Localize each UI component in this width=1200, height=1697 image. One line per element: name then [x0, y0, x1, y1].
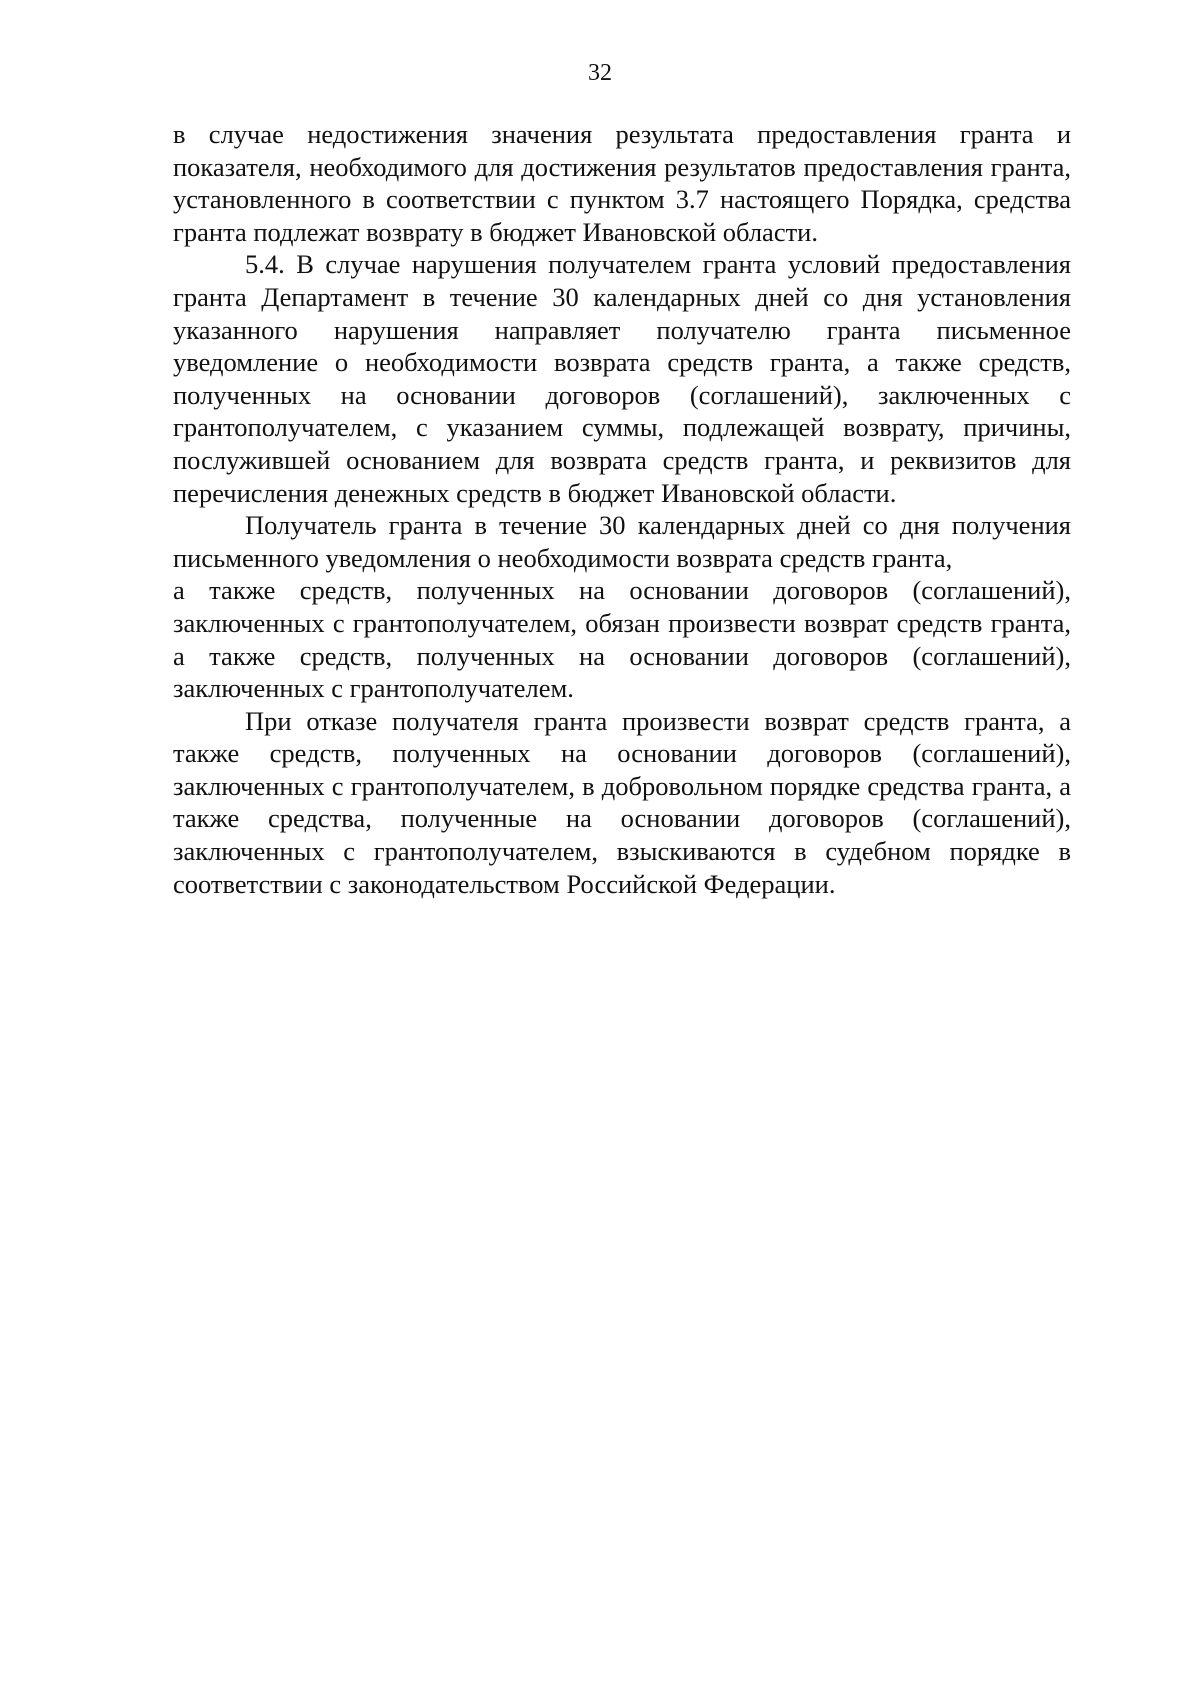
- paragraph-5-4-violation-notice: 5.4. В случае нарушения получателем гранта условий предоставления гранта Департамент в течение 30 календарных дней со дня установления указанного нарушения направляет получателю гранта письменное уведомление о необходимости возврата средств гранта, а также средств, полученных на основании договоров (соглашений), заключенных с грантополучателем, с указанием суммы, подлежащей возврату, причины, послужившей основанием для возврата средств гранта, и реквизитов для перечисления денежных средств в бюджет Ивановской области.: [173, 249, 1071, 508]
- paragraph-recipient-deadline: Получатель гранта в течение 30 календарных дней со дня получения письменного уведомления о необходимости возврата средств гранта,: [173, 510, 1071, 573]
- document-body: [173, 118, 1071, 900]
- paragraph-refund-condition: в случае недостижения значения результата предоставления гранта и показателя, необходимого для достижения результатов предоставления гранта, установленного в соответствии с пунктом 3.7 настоящего Порядка, средства гранта подлежат возврату в бюджет Ивановской области.: [173, 119, 1071, 247]
- page-number: 32: [588, 60, 612, 86]
- paragraph-recipient-obligation: а также средств, полученных на основании договоров (соглашений), заключенных с грантополучателем, обязан произвести возврат средств гранта, а также средств, полученных на основании договоров (соглашений), заключенных с грантополучателем.: [173, 575, 1071, 704]
- paragraph-judicial-recovery: При отказе получателя гранта произвести возврат средств гранта, а также средств, полученных на основании договоров (соглашений), заключенных с грантополучателем, в добровольном порядке средства гранта, а также средства, полученные на основании договоров (соглашений), заключенных с грантополучателем, взыскиваются в судебном порядке в соответствии с законодательством Российской Федерации.: [173, 705, 1071, 899]
